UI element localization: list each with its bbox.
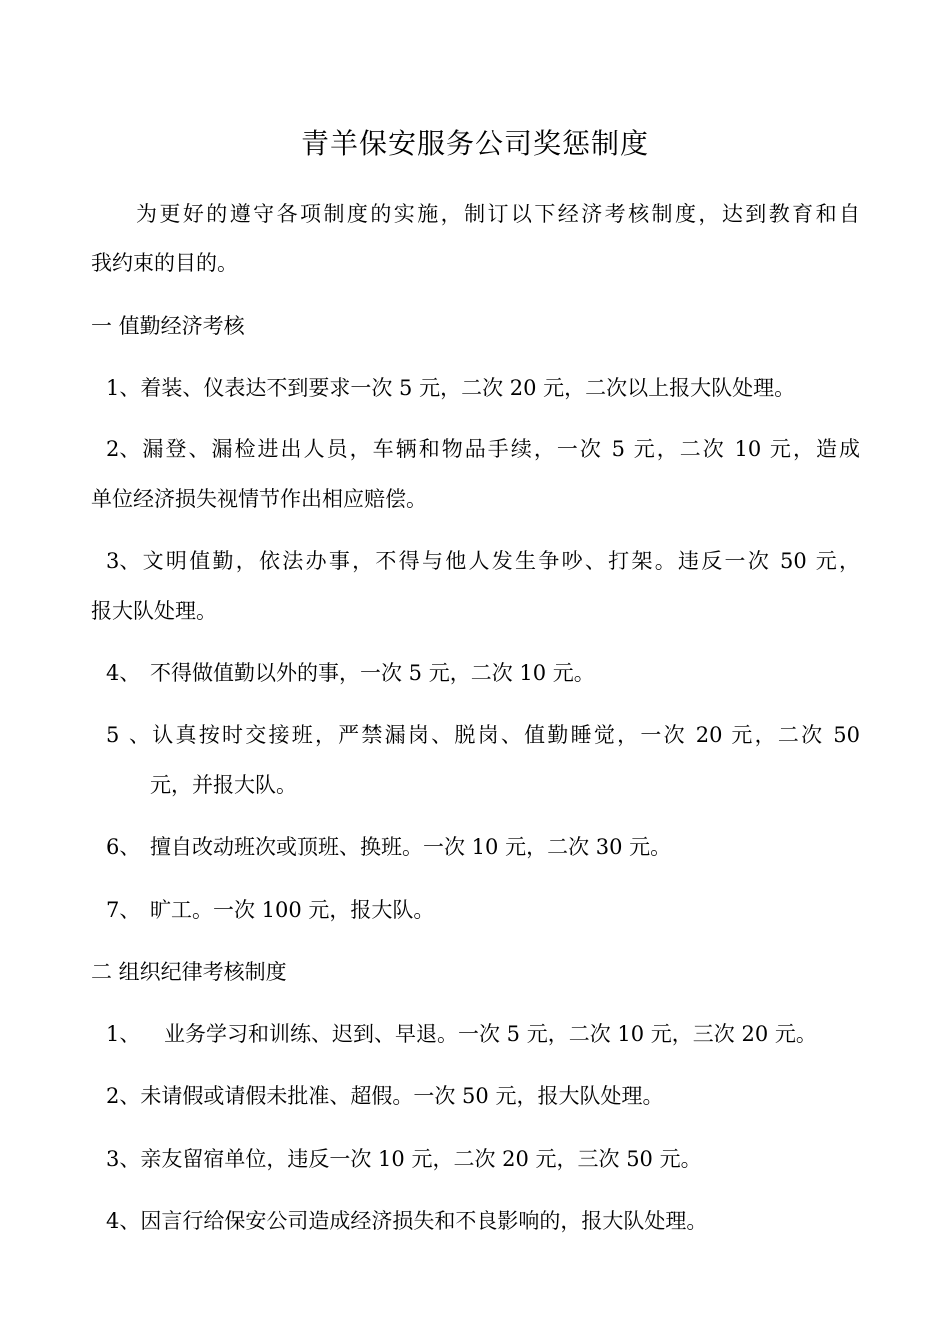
discipline-rule-4: [106, 1206, 707, 1236]
rule-number: 4、: [106, 661, 141, 685]
rule-number: 7、: [106, 898, 141, 922]
duty-rule-3-continued: 报大队处理。: [91, 599, 217, 623]
duty-rule-2: [106, 434, 860, 464]
rule-number: 2、: [106, 437, 141, 461]
section-heading-duty-assessment: 一 值勤经济考核: [91, 314, 245, 338]
duty-rule-7: [106, 895, 434, 925]
discipline-rule-1: [106, 1019, 817, 1049]
duty-rule-5-continued: 元，并报大队。: [150, 773, 297, 797]
rule-text: 旷工。一次 100 元，报大队。: [150, 898, 435, 922]
section-heading-discipline-assessment: 二 组织纪律考核制度: [91, 960, 287, 984]
rule-number: 3、: [106, 1147, 141, 1171]
duty-rule-2-continued: 单位经济损失视情节作出相应赔偿。: [91, 487, 427, 511]
rule-text: 漏登、漏检进出人员，车辆和物品手续，一次 5 元，二次 10 元，造成: [140, 437, 860, 461]
rule-text: 亲友留宿单位，违反一次 10 元，二次 20 元，三次 50 元。: [140, 1147, 702, 1171]
duty-rule-3: [106, 546, 860, 576]
rule-number: 6、: [106, 835, 141, 859]
rule-number: 2、: [106, 1084, 141, 1108]
duty-rule-1: [106, 373, 795, 403]
intro-paragraph-line-2: 我约束的目的。: [91, 251, 238, 275]
intro-paragraph-line-1: 为更好的遵守各项制度的实施，制订以下经济考核制度，达到教育和自: [136, 202, 860, 226]
document-title: 青羊保安服务公司奖惩制度: [300, 127, 649, 160]
rule-number: 1、: [106, 376, 141, 400]
discipline-rule-2: [106, 1081, 663, 1111]
rule-text: 不得做值勤以外的事，一次 5 元，二次 10 元。: [150, 661, 595, 685]
duty-rule-5: [106, 720, 860, 750]
rule-text: 着装、仪表达不到要求一次 5 元，二次 20 元，二次以上报大队处理。: [140, 376, 796, 400]
rule-text: 未请假或请假未批准、超假。一次 50 元，报大队处理。: [140, 1084, 664, 1108]
rule-number: 3、: [106, 549, 141, 573]
rule-text: 因言行给保安公司造成经济损失和不良影响的，报大队处理。: [140, 1209, 708, 1233]
rule-number: 4、: [106, 1209, 141, 1233]
duty-rule-6: [106, 832, 671, 862]
rule-number: 5、: [106, 723, 150, 747]
rule-text: 业务学习和训练、迟到、早退。一次 5 元，二次 10 元，三次 20 元。: [164, 1022, 817, 1046]
discipline-rule-3: [106, 1144, 702, 1174]
rule-number: 1、: [106, 1022, 141, 1046]
duty-rule-4: [106, 658, 595, 688]
rule-text: 文明值勤，依法办事，不得与他人发生争吵、打架。违反一次 50 元，: [140, 549, 860, 573]
rule-text: 认真按时交接班，严禁漏岗、脱岗、值勤睡觉，一次 20 元，二次 50: [150, 723, 860, 747]
rule-text: 擅自改动班次或顶班、换班。一次 10 元，二次 30 元。: [150, 835, 672, 859]
